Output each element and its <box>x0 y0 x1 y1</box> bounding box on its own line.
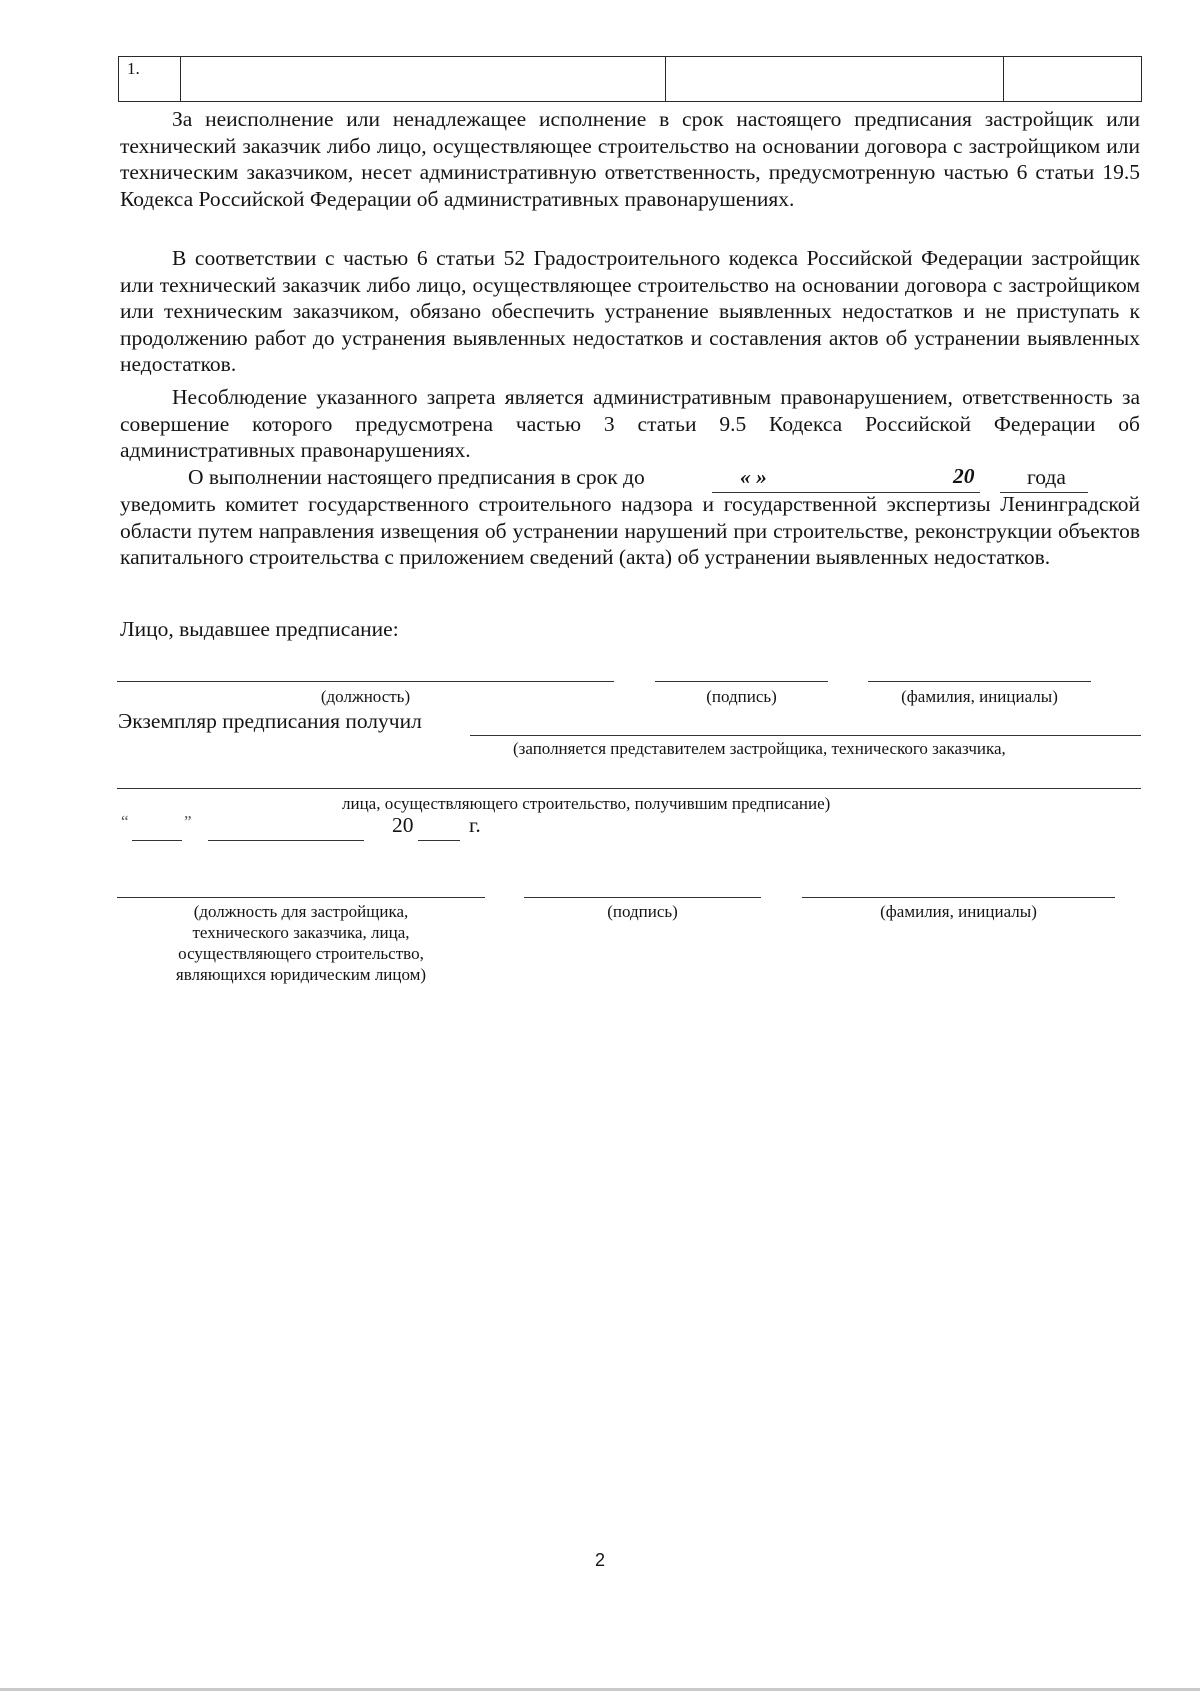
code-reference-paragraph: В соответствии с частью 6 статьи 52 Градостроительного кодекса Российской Федерации застройщик или технический заказчик либо лицо, осуществляющее строительство на основании договора с застройщиком или техническим заказчиком, обязано обеспечить устранение выявленных недостатков и не приступать к продолжению работ до устранения выявленных недостатков и составления актов об устранении выявленных недостатков. <box>120 246 1140 376</box>
deadline-quotes: « » <box>740 465 767 489</box>
issuer-name-caption: (фамилия, инициалы) <box>901 687 1058 706</box>
page-bottom-edge <box>0 1688 1200 1691</box>
received-month-line <box>208 840 364 841</box>
received-close-quote: ” <box>184 812 192 831</box>
table-cell-reference <box>666 57 1004 101</box>
received-label: Экземпляр предписания получил <box>118 709 422 733</box>
deadline-prefix: О выполнении настоящего предписания в срок до <box>188 465 645 489</box>
recipient-position-line <box>117 897 485 898</box>
recipient-signature-caption: (подпись) <box>607 902 678 921</box>
table-cell-description <box>181 57 666 101</box>
received-fill-line <box>470 735 1141 736</box>
issuer-position-caption: (должность) <box>320 687 411 706</box>
prohibition-paragraph: Несоблюдение указанного запрета является административным правонарушением, ответственность за совершение которого предусмотрена частью 3 статьи 9.5 Кодекса Российской Федерации об административных правонарушениях. <box>120 385 1140 462</box>
received-hint-line-1: (заполняется представителем застройщика, технического заказчика, <box>513 739 1006 758</box>
page-number: 2 <box>594 1550 605 1570</box>
received-year-prefix: 20 <box>392 813 414 837</box>
liability-paragraph: За неисполнение или ненадлежащее исполнение в срок настоящего предписания застройщик или технический заказчик либо лицо, осуществляющее строительство на основании договора с застройщиком или техническим заказчиком, несет административную ответственность, предусмотренную частью 6 статьи 19.5 Кодекса Российской Федерации об административных правонарушениях. <box>120 107 1140 211</box>
recipient-name-line <box>802 897 1115 898</box>
issuer-position-line <box>117 681 614 682</box>
deadline-year-prefix: 20 <box>953 464 975 488</box>
received-open-quote: “ <box>121 812 129 831</box>
issuer-signature-line <box>655 681 828 682</box>
issuer-name-line <box>868 681 1091 682</box>
recipient-position-caption: (должность для застройщика, технического заказчика, лица, осуществляющего строительство, являющихся юридическим лицом) <box>175 902 427 984</box>
deadline-year-word: года <box>1027 465 1066 489</box>
received-hint-line-2: лица, осуществляющего строительство, получившим предписание) <box>342 794 831 813</box>
received-year-line <box>418 840 460 841</box>
table-cell-deadline <box>1004 57 1012 101</box>
issuer-label: Лицо, выдавшее предписание: <box>120 617 399 641</box>
deadline-body: уведомить комитет государственного строительного надзора и государственной экспертизы Ленинградской области путем направления извещения об устранении нарушений при строительстве, реконструкции объектов капитального строительства с приложением сведений (акта) об устранении выявленных недостатков. <box>120 492 1140 569</box>
table-cell-number: 1. <box>119 57 181 101</box>
received-year-suffix: г. <box>469 813 481 837</box>
recipient-signature-line <box>524 897 761 898</box>
violations-table-row <box>118 56 1142 102</box>
issuer-signature-caption: (подпись) <box>706 687 777 706</box>
received-second-line <box>117 788 1141 789</box>
received-day-line <box>132 840 182 841</box>
recipient-name-caption: (фамилия, инициалы) <box>880 902 1037 921</box>
